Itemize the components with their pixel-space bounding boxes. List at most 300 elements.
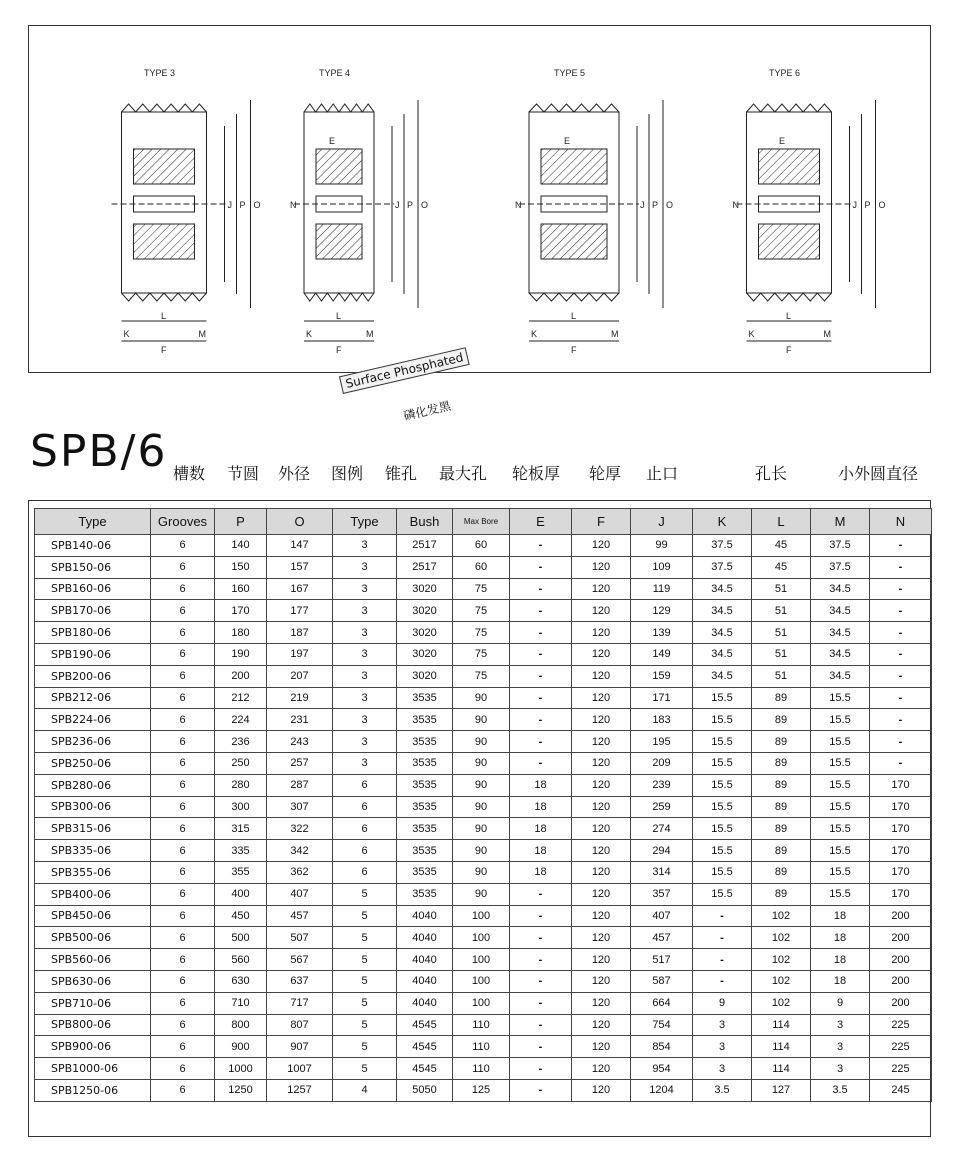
hub-section-top (541, 149, 607, 184)
table-row (35, 643, 932, 665)
groove-profile-top (747, 104, 832, 112)
table-cell: 114 (752, 1014, 811, 1036)
table-cell: 75 (453, 578, 510, 600)
table-cell: 102 (752, 905, 811, 927)
dimension-letter: L (786, 311, 792, 321)
table-cell: 907 (267, 1036, 333, 1058)
table-cell: 60 (453, 556, 510, 578)
cn-header-small-dia: 小外圆直径 (838, 464, 919, 483)
table-row (35, 905, 932, 927)
spec-table (34, 508, 932, 1102)
table-cell: 6 (151, 861, 215, 883)
table-cell: 1257 (267, 1079, 333, 1101)
dimension-letter: M (366, 329, 374, 339)
table-cell: 6 (151, 949, 215, 971)
table-cell: 18 (510, 861, 572, 883)
dimension-letter: J (395, 200, 400, 210)
table-cell: 15.5 (693, 883, 752, 905)
table-cell: 259 (631, 796, 693, 818)
dimension-letter: F (786, 345, 792, 355)
table-cell: 3535 (397, 796, 453, 818)
table-cell: 3020 (397, 600, 453, 622)
table-cell: 6 (151, 1058, 215, 1080)
table-cell: - (870, 752, 932, 774)
table-cell: 710 (215, 992, 267, 1014)
dimension-letter: J (227, 200, 232, 210)
table-cell: 15.5 (693, 796, 752, 818)
table-cell: 150 (215, 556, 267, 578)
table-cell: 120 (572, 774, 631, 796)
table-cell: 5 (333, 1014, 397, 1036)
table-cell: - (510, 905, 572, 927)
table-cell: 322 (267, 818, 333, 840)
column-header: M (811, 509, 870, 535)
dimension-letter: O (253, 200, 261, 210)
column-header: Grooves (151, 509, 215, 535)
table-cell: 37.5 (811, 556, 870, 578)
table-cell: 37.5 (811, 535, 870, 557)
table-cell: 407 (631, 905, 693, 927)
groove-profile-top (304, 104, 374, 112)
table-cell: 6 (151, 709, 215, 731)
table-cell: 15.5 (693, 731, 752, 753)
dimension-letter: N (732, 200, 739, 210)
dimension-letter: E (329, 136, 336, 146)
table-cell: 34.5 (811, 665, 870, 687)
table-cell: - (510, 731, 572, 753)
dimension-letter: P (864, 200, 871, 210)
table-cell: 6 (151, 665, 215, 687)
table-cell: - (510, 752, 572, 774)
table-cell: 120 (572, 949, 631, 971)
column-header: K (693, 509, 752, 535)
table-cell: 15.5 (811, 774, 870, 796)
table-header-row (35, 509, 932, 535)
table-cell: 45 (752, 556, 811, 578)
cn-header-web: 轮板厚 (512, 464, 561, 483)
table-cell: 717 (267, 992, 333, 1014)
table-cell: 3 (811, 1014, 870, 1036)
table-cell: 335 (215, 840, 267, 862)
table-cell: 167 (267, 578, 333, 600)
table-cell: 120 (572, 535, 631, 557)
table-cell: 6 (151, 1014, 215, 1036)
table-cell: 110 (453, 1058, 510, 1080)
table-cell: 89 (752, 818, 811, 840)
table-cell: 109 (631, 556, 693, 578)
table-cell: 89 (752, 840, 811, 862)
table-cell: 34.5 (693, 600, 752, 622)
table-cell: 3020 (397, 665, 453, 687)
table-cell: 3535 (397, 774, 453, 796)
table-cell: - (870, 600, 932, 622)
table-cell: 225 (870, 1036, 932, 1058)
table-cell: 159 (631, 665, 693, 687)
table-cell: 3535 (397, 752, 453, 774)
dimension-letter: N (515, 200, 522, 210)
table-cell: SPB355-06 (35, 861, 151, 883)
hub-section-top (134, 149, 195, 184)
table-cell: - (870, 709, 932, 731)
table-cell: - (870, 731, 932, 753)
table-cell: 243 (267, 731, 333, 753)
table-cell: 854 (631, 1036, 693, 1058)
table-cell: 587 (631, 970, 693, 992)
table-cell: 140 (215, 535, 267, 557)
table-cell: 15.5 (811, 840, 870, 862)
table-cell: - (510, 535, 572, 557)
table-cell: 250 (215, 752, 267, 774)
table-cell: 6 (151, 643, 215, 665)
table-cell: 754 (631, 1014, 693, 1036)
table-cell: 4545 (397, 1058, 453, 1080)
cn-header-bush: 锥孔 (385, 464, 418, 483)
table-cell: 6 (333, 840, 397, 862)
table-cell: 120 (572, 970, 631, 992)
table-cell: 75 (453, 665, 510, 687)
table-cell: SPB236-06 (35, 731, 151, 753)
table-cell: 15.5 (811, 709, 870, 731)
table-cell: 200 (870, 992, 932, 1014)
table-cell: 3 (693, 1036, 752, 1058)
table-cell: 3 (333, 709, 397, 731)
table-cell: 4040 (397, 970, 453, 992)
pulley-outline (529, 112, 619, 293)
table-cell: 6 (151, 752, 215, 774)
table-row (35, 709, 932, 731)
table-cell: SPB300-06 (35, 796, 151, 818)
table-cell: 567 (267, 949, 333, 971)
table-cell: 209 (631, 752, 693, 774)
table-cell: 5 (333, 905, 397, 927)
table-cell: 3535 (397, 731, 453, 753)
table-cell: 3.5 (693, 1079, 752, 1101)
table-cell: 224 (215, 709, 267, 731)
table-cell: 6 (151, 818, 215, 840)
table-cell: 6 (151, 883, 215, 905)
table-cell: 190 (215, 643, 267, 665)
dimension-letter: F (571, 345, 577, 355)
table-cell: 180 (215, 622, 267, 644)
table-cell: 231 (267, 709, 333, 731)
table-cell: 90 (453, 774, 510, 796)
dimension-letter: P (239, 200, 246, 210)
table-cell: 139 (631, 622, 693, 644)
table-cell: 1204 (631, 1079, 693, 1101)
table-row (35, 796, 932, 818)
table-cell: 51 (752, 643, 811, 665)
table-cell: SPB400-06 (35, 883, 151, 905)
table-cell: 225 (870, 1058, 932, 1080)
table-cell: 3 (333, 578, 397, 600)
table-cell: 149 (631, 643, 693, 665)
table-row (35, 1058, 932, 1080)
column-header: N (870, 509, 932, 535)
table-cell: 18 (811, 970, 870, 992)
table-cell: 90 (453, 796, 510, 818)
table-cell: 120 (572, 1036, 631, 1058)
table-cell: 212 (215, 687, 267, 709)
table-row (35, 1079, 932, 1101)
dimension-letter: P (652, 200, 659, 210)
table-cell: 2517 (397, 556, 453, 578)
table-cell: 195 (631, 731, 693, 753)
table-cell: 89 (752, 752, 811, 774)
table-cell: 34.5 (811, 600, 870, 622)
table-cell: 225 (870, 1014, 932, 1036)
table-cell: 3535 (397, 861, 453, 883)
stamp-chinese: 磷化发黑 (402, 398, 453, 424)
table-cell: 357 (631, 883, 693, 905)
table-cell: - (870, 665, 932, 687)
table-cell: 294 (631, 840, 693, 862)
table-cell: 6 (333, 818, 397, 840)
table-cell: 6 (151, 1079, 215, 1101)
column-header: L (752, 509, 811, 535)
table-cell: 100 (453, 970, 510, 992)
dimension-letter: M (198, 329, 206, 339)
table-cell: SPB1250-06 (35, 1079, 151, 1101)
table-cell: 170 (870, 796, 932, 818)
table-cell: 75 (453, 643, 510, 665)
table-cell: 15.5 (811, 883, 870, 905)
table-cell: - (510, 1014, 572, 1036)
table-cell: 114 (752, 1036, 811, 1058)
type-label: TYPE 5 (554, 68, 586, 78)
table-cell: 89 (752, 861, 811, 883)
dimension-letter: M (611, 329, 619, 339)
table-cell: 6 (151, 600, 215, 622)
table-cell: 5 (333, 1036, 397, 1058)
table-cell: - (870, 687, 932, 709)
table-cell: 239 (631, 774, 693, 796)
table-cell: 664 (631, 992, 693, 1014)
table-cell: 157 (267, 556, 333, 578)
table-cell: 51 (752, 622, 811, 644)
table-row (35, 949, 932, 971)
table-cell: 362 (267, 861, 333, 883)
table-row (35, 818, 932, 840)
table-cell: 102 (752, 970, 811, 992)
dimension-letter: K (748, 329, 755, 339)
table-cell: - (510, 992, 572, 1014)
table-cell: 187 (267, 622, 333, 644)
cn-header-type: 图例 (331, 464, 364, 483)
table-cell: 3020 (397, 578, 453, 600)
hub-section-bottom (541, 224, 607, 259)
table-cell: - (693, 905, 752, 927)
table-cell: 219 (267, 687, 333, 709)
table-cell: 120 (572, 622, 631, 644)
table-cell: 307 (267, 796, 333, 818)
table-cell: 89 (752, 731, 811, 753)
table-cell: 6 (333, 796, 397, 818)
table-cell: 6 (151, 578, 215, 600)
cn-header-pitch: 节圆 (227, 464, 260, 483)
table-cell: 3535 (397, 883, 453, 905)
dimension-letter: F (161, 345, 167, 355)
table-cell: - (510, 970, 572, 992)
table-cell: 120 (572, 752, 631, 774)
table-cell: SPB212-06 (35, 687, 151, 709)
table-cell: - (870, 622, 932, 644)
column-header: Type (35, 509, 151, 535)
table-cell: 89 (752, 883, 811, 905)
table-cell: 37.5 (693, 535, 752, 557)
table-cell: SPB170-06 (35, 600, 151, 622)
table-cell: 9 (693, 992, 752, 1014)
table-cell: - (510, 643, 572, 665)
table-row (35, 1036, 932, 1058)
table-cell: 37.5 (693, 556, 752, 578)
table-cell: 3535 (397, 709, 453, 731)
table-row (35, 927, 932, 949)
table-cell: 89 (752, 709, 811, 731)
table-cell: 120 (572, 992, 631, 1014)
table-cell: 89 (752, 774, 811, 796)
table-cell: 125 (453, 1079, 510, 1101)
table-cell: 287 (267, 774, 333, 796)
table-cell: - (510, 556, 572, 578)
table-cell: 102 (752, 949, 811, 971)
type-label: TYPE 4 (319, 68, 351, 78)
table-cell: 3535 (397, 818, 453, 840)
groove-profile-bottom (122, 293, 207, 301)
table-cell: 6 (151, 774, 215, 796)
table-cell: SPB710-06 (35, 992, 151, 1014)
table-cell: 900 (215, 1036, 267, 1058)
table-cell: 15.5 (693, 709, 752, 731)
table-cell: 120 (572, 796, 631, 818)
table-row (35, 687, 932, 709)
table-cell: SPB630-06 (35, 970, 151, 992)
table-cell: 18 (811, 949, 870, 971)
table-cell: 1000 (215, 1058, 267, 1080)
table-cell: 170 (870, 861, 932, 883)
table-cell: SPB200-06 (35, 665, 151, 687)
table-cell: 4040 (397, 927, 453, 949)
table-cell: - (870, 578, 932, 600)
table-cell: 75 (453, 622, 510, 644)
table-cell: 120 (572, 600, 631, 622)
table-cell: 355 (215, 861, 267, 883)
type-label: TYPE 6 (769, 68, 801, 78)
table-cell: 120 (572, 927, 631, 949)
table-cell: 3 (333, 622, 397, 644)
table-cell: 110 (453, 1036, 510, 1058)
dimension-letter: L (161, 311, 167, 321)
cn-header-outer: 外径 (278, 464, 311, 483)
table-cell: 6 (151, 556, 215, 578)
table-cell: 90 (453, 731, 510, 753)
table-cell: 90 (453, 861, 510, 883)
table-cell: 15.5 (811, 687, 870, 709)
table-cell: 15.5 (811, 861, 870, 883)
table-cell: 6 (151, 687, 215, 709)
groove-profile-top (529, 104, 619, 112)
table-cell: 5 (333, 992, 397, 1014)
dimension-letter: N (290, 200, 297, 210)
table-cell: 177 (267, 600, 333, 622)
table-cell: 6 (151, 622, 215, 644)
table-row (35, 861, 932, 883)
table-cell: - (870, 643, 932, 665)
dimension-letter: K (306, 329, 313, 339)
table-cell: 200 (215, 665, 267, 687)
table-cell: SPB250-06 (35, 752, 151, 774)
hub-section-bottom (134, 224, 195, 259)
dimension-letter: O (878, 200, 886, 210)
table-cell: 236 (215, 731, 267, 753)
column-header: P (215, 509, 267, 535)
table-cell: 171 (631, 687, 693, 709)
table-cell: SPB1000-06 (35, 1058, 151, 1080)
table-cell: 110 (453, 1014, 510, 1036)
table-cell: 18 (811, 905, 870, 927)
table-cell: 119 (631, 578, 693, 600)
table-cell: - (510, 1058, 572, 1080)
table-cell: 314 (631, 861, 693, 883)
table-cell: 34.5 (811, 578, 870, 600)
table-cell: 90 (453, 752, 510, 774)
table-row (35, 731, 932, 753)
table-cell: 1007 (267, 1058, 333, 1080)
table-cell: 3535 (397, 840, 453, 862)
column-header: Type (333, 509, 397, 535)
table-cell: - (510, 600, 572, 622)
table-row (35, 556, 932, 578)
table-cell: 4040 (397, 905, 453, 927)
table-cell: 127 (752, 1079, 811, 1101)
table-cell: 170 (870, 818, 932, 840)
table-cell: 807 (267, 1014, 333, 1036)
table-cell: 129 (631, 600, 693, 622)
table-cell: 280 (215, 774, 267, 796)
table-cell: 315 (215, 818, 267, 840)
table-cell: 170 (870, 883, 932, 905)
table-cell: 100 (453, 992, 510, 1014)
table-cell: 120 (572, 818, 631, 840)
table-cell: 560 (215, 949, 267, 971)
dimension-letter: K (531, 329, 538, 339)
table-row (35, 992, 932, 1014)
groove-profile-bottom (529, 293, 619, 301)
table-cell: 6 (151, 970, 215, 992)
table-cell: SPB560-06 (35, 949, 151, 971)
table-cell: 4040 (397, 992, 453, 1014)
table-cell: 3020 (397, 622, 453, 644)
table-row (35, 665, 932, 687)
table-cell: 245 (870, 1079, 932, 1101)
table-row (35, 774, 932, 796)
table-cell: 200 (870, 905, 932, 927)
table-cell: 6 (333, 861, 397, 883)
table-cell: 15.5 (811, 731, 870, 753)
table-cell: 5 (333, 970, 397, 992)
table-cell: 45 (752, 535, 811, 557)
table-cell: 120 (572, 578, 631, 600)
table-cell: SPB150-06 (35, 556, 151, 578)
hub-section-top (316, 149, 362, 184)
table-cell: 100 (453, 949, 510, 971)
table-cell: 4545 (397, 1014, 453, 1036)
table-cell: - (870, 556, 932, 578)
table-cell: - (510, 927, 572, 949)
table-cell: 15.5 (693, 752, 752, 774)
table-cell: 1250 (215, 1079, 267, 1101)
table-cell: 90 (453, 818, 510, 840)
table-cell: 517 (631, 949, 693, 971)
